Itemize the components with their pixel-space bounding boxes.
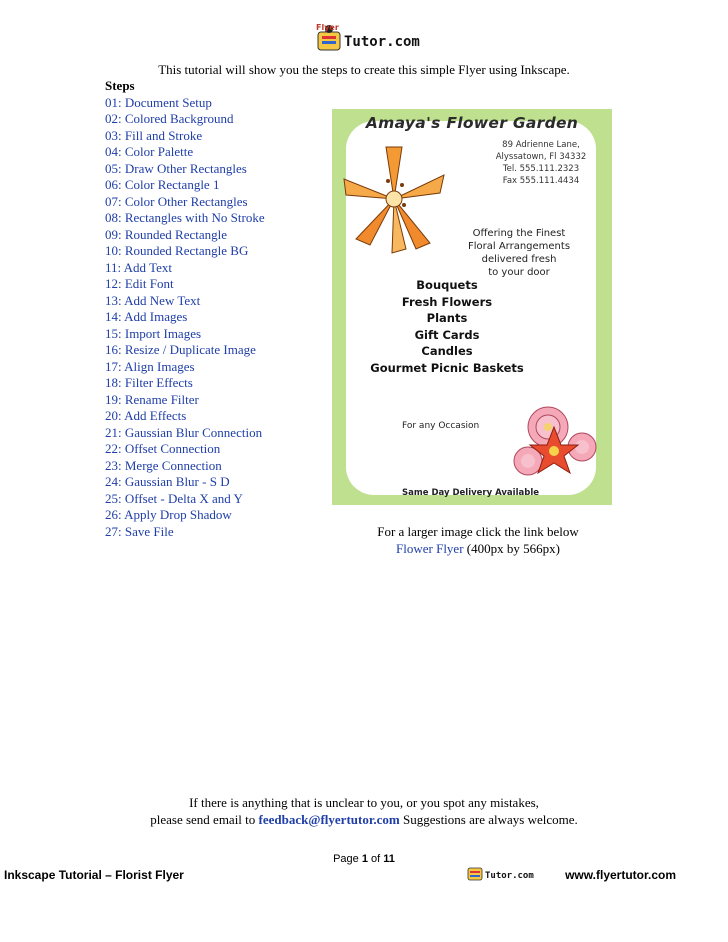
step-link[interactable]: 07: Color Other Rectangles bbox=[105, 193, 248, 209]
step-link[interactable]: 24: Gaussian Blur - S D bbox=[105, 474, 230, 489]
step-link[interactable]: 11: Add Text bbox=[105, 259, 172, 275]
step-link[interactable]: 02: Colored Background bbox=[105, 111, 234, 126]
svg-text:Tutor.com: Tutor.com bbox=[485, 871, 534, 881]
step-link[interactable]: 14: Add Images bbox=[105, 309, 188, 324]
step-link[interactable]: 05: Draw Other Rectangles bbox=[105, 160, 247, 176]
address-line: Fax 555.111.4434 bbox=[502, 176, 580, 186]
svg-text:Flyer: Flyer bbox=[316, 23, 339, 32]
step-link[interactable]: 03: Fill and Stroke bbox=[105, 127, 203, 143]
step-link[interactable]: 12: Edit Font bbox=[105, 276, 174, 291]
flowers-icon bbox=[508, 389, 608, 493]
product-line: Fresh Flowers bbox=[401, 294, 493, 309]
page-current: 1 bbox=[361, 853, 368, 865]
step-link[interactable]: 20: Add Effects bbox=[105, 408, 187, 423]
steps-heading: Steps bbox=[105, 78, 135, 93]
step-link[interactable]: 19: Rename Filter bbox=[105, 391, 199, 407]
flyer-preview[interactable] bbox=[332, 109, 612, 505]
step-link[interactable]: 18: Filter Effects bbox=[105, 375, 193, 390]
footer-url[interactable]: www.flyertutor.com bbox=[565, 868, 676, 882]
feedback-email-link[interactable]: feedback@flyertutor.com bbox=[258, 812, 400, 827]
address-line: Alyssatown, Fl 34332 bbox=[495, 152, 587, 162]
flyer-occasion: For any Occasion bbox=[402, 421, 480, 431]
step-link[interactable]: 04: Color Palette bbox=[105, 144, 194, 159]
product-line: Bouquets bbox=[416, 278, 478, 292]
flyer-products bbox=[332, 277, 562, 376]
address-line: Tel. 555.111.2323 bbox=[502, 164, 580, 174]
flower-flyer-link[interactable]: Flower Flyer bbox=[396, 541, 464, 556]
step-link[interactable]: 21: Gaussian Blur Connection bbox=[105, 424, 263, 440]
step-link[interactable]: 26: Apply Drop Shadow bbox=[105, 507, 232, 522]
page-of: of bbox=[367, 853, 384, 865]
step-link[interactable]: 15: Import Images bbox=[105, 325, 202, 341]
step-link[interactable]: 01: Document Setup bbox=[105, 94, 212, 110]
step-link[interactable]: 06: Color Rectangle 1 bbox=[105, 177, 220, 192]
flyer-offer bbox=[454, 227, 584, 279]
product-line: Gift Cards bbox=[414, 327, 480, 342]
product-line: Candles bbox=[421, 344, 473, 358]
flyer-address bbox=[486, 139, 596, 187]
flyer-delivery: Same Day Delivery Available bbox=[402, 488, 539, 498]
product-line: Gourmet Picnic Baskets bbox=[370, 360, 524, 375]
step-link[interactable]: 27: Save File bbox=[105, 523, 174, 539]
page-label: Page bbox=[333, 853, 362, 865]
flyertutor-logo bbox=[312, 22, 432, 56]
lily-icon bbox=[334, 139, 454, 263]
step-link[interactable]: 08: Rectangles with No Stroke bbox=[105, 210, 265, 225]
product-line: Plants bbox=[426, 311, 468, 325]
step-link[interactable]: 16: Resize / Duplicate Image bbox=[105, 342, 256, 357]
image-size-note: (400px by 566px) bbox=[463, 541, 560, 556]
step-link[interactable]: 17: Align Images bbox=[105, 358, 195, 374]
page-total: 11 bbox=[383, 853, 395, 865]
svg-text:Tutor.com: Tutor.com bbox=[344, 34, 420, 50]
offer-line: Floral Arrangements bbox=[467, 241, 571, 252]
step-link[interactable]: 23: Merge Connection bbox=[105, 457, 222, 473]
flyer-title: Amaya's Flower Garden bbox=[365, 114, 579, 132]
offer-line: delivered fresh bbox=[481, 254, 557, 265]
page-number bbox=[0, 853, 728, 865]
feedback-post: Suggestions are always welcome. bbox=[399, 812, 578, 827]
address-line: 89 Adrienne Lane, bbox=[502, 140, 580, 150]
step-link[interactable]: 09: Rounded Rectangle bbox=[105, 226, 228, 242]
steps-list bbox=[105, 78, 265, 540]
step-link[interactable]: 22: Offset Connection bbox=[105, 441, 221, 456]
step-link[interactable]: 13: Add New Text bbox=[105, 292, 201, 308]
image-link-line bbox=[350, 541, 606, 557]
offer-line: to your door bbox=[488, 267, 550, 278]
footer-title: Inkscape Tutorial – Florist Flyer bbox=[4, 868, 184, 882]
intro-text: This tutorial will show you the steps to create this simple Flyer using Inkscape. bbox=[158, 62, 570, 77]
feedback-note: If there is anything that is unclear to you, or you spot any mistakes, bbox=[189, 795, 539, 810]
step-link[interactable]: 10: Rounded Rectangle BG bbox=[105, 243, 249, 258]
step-link[interactable]: 25: Offset - Delta X and Y bbox=[105, 490, 243, 506]
feedback-pre: please send email to bbox=[150, 812, 259, 827]
footer-logo bbox=[466, 862, 546, 884]
footer-logo-figure-icon bbox=[468, 868, 482, 880]
offer-line: Offering the Finest bbox=[472, 228, 566, 239]
feedback-line bbox=[0, 812, 728, 828]
image-caption: For a larger image click the link below bbox=[377, 524, 579, 539]
